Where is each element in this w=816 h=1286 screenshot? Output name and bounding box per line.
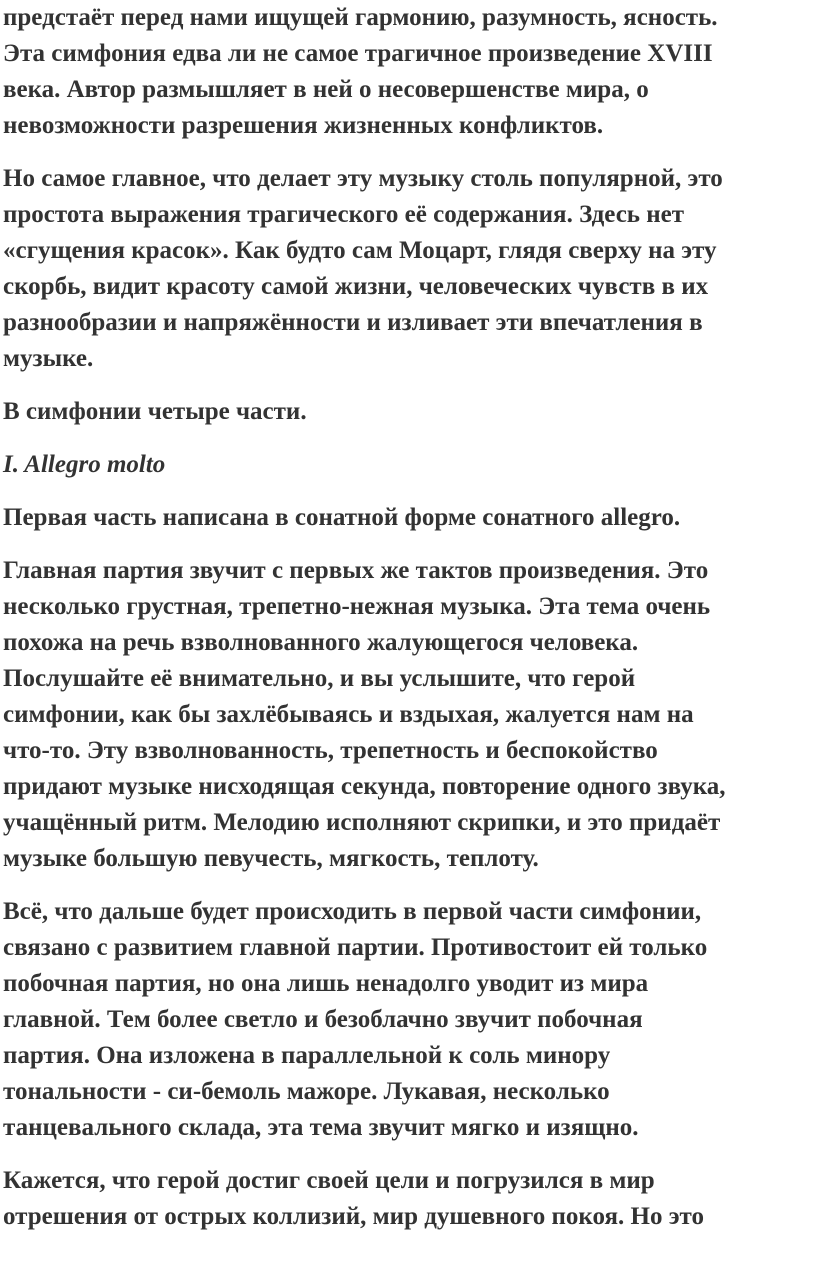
text-line: танцевального склада, эта тема звучит мягко и изящно. (3, 1114, 639, 1141)
text-line: Послушайте её внимательно, и вы услышите, что герой (3, 665, 636, 692)
document-body (3, 0, 809, 1252)
paragraph-main-theme (3, 553, 809, 877)
text-line: партия. Она изложена в параллельной к соль минору (3, 1042, 611, 1069)
text-line: музыке большую певучесть, мягкость, теплоту. (3, 845, 539, 872)
paragraph-first-part (3, 500, 809, 536)
text-line: тональности - си-бемоль мажоре. Лукавая, несколько (3, 1078, 610, 1105)
text-line: симфонии, как бы захлёбываясь и вздыхая, жалуется нам на (3, 701, 694, 728)
text-line: музыке. (3, 345, 94, 372)
text-line: учащённый ритм. Мелодию исполняют скрипки, и это придаёт (3, 809, 721, 836)
text-line: невозможности разрешения жизненных конфликтов. (3, 112, 604, 139)
text-line: несколько грустная, трепетно-нежная музыка. Эта тема очень (3, 593, 711, 620)
text-line: связано с развитием главной партии. Противостоит ей только (3, 934, 708, 961)
paragraph-hero-goal (3, 1163, 809, 1235)
text-line: предстаёт перед нами ищущей гармонию, разумность, ясность. (3, 4, 718, 31)
paragraph-intro (3, 0, 809, 144)
text-line: похожа на речь взволнованного жалующегося человека. (3, 629, 639, 656)
paragraph-popularity (3, 161, 809, 377)
text-line: придают музыке нисходящая секунда, повторение одного звука, (3, 773, 726, 800)
text-line: отрешения от острых коллизий, мир душевного покоя. Но это (3, 1203, 704, 1230)
section-heading-allegro-molto (3, 447, 809, 483)
paragraph-four-parts (3, 394, 809, 430)
text-line: Эта симфония едва ли не самое трагичное произведение XVIII (3, 40, 713, 67)
text-line: Первая часть написана в сонатной форме сонатного allegro. (3, 504, 681, 531)
text-line: В симфонии четыре части. (3, 398, 307, 425)
text-line: разнообразии и напряжённости и изливает эти впечатления в (3, 309, 703, 336)
text-line: скорбь, видит красоту самой жизни, человеческих чувств в их (3, 273, 709, 300)
paragraph-secondary-theme (3, 894, 809, 1146)
text-line: главной. Тем более светло и безоблачно звучит побочная (3, 1006, 643, 1033)
text-line: простота выражения трагического её содержания. Здесь нет (3, 201, 685, 228)
text-line: Главная партия звучит с первых же тактов произведения. Это (3, 557, 709, 584)
text-line: побочная партия, но она лишь ненадолго уводит из мира (3, 970, 649, 997)
text-line: «сгущения красок». Как будто сам Моцарт, глядя сверху на эту (3, 237, 717, 264)
text-line: что-то. Эту взволнованность, трепетность и беспокойство (3, 737, 658, 764)
text-line: Кажется, что герой достиг своей цели и погрузился в мир (3, 1167, 655, 1194)
text-line: века. Автор размышляет в ней о несовершенстве мира, о (3, 76, 649, 103)
text-line: Всё, что дальше будет происходить в первой части симфонии, (3, 898, 702, 925)
section-heading-text: I. Allegro molto (3, 451, 166, 478)
text-line: Но самое главное, что делает эту музыку столь популярной, это (3, 165, 723, 192)
